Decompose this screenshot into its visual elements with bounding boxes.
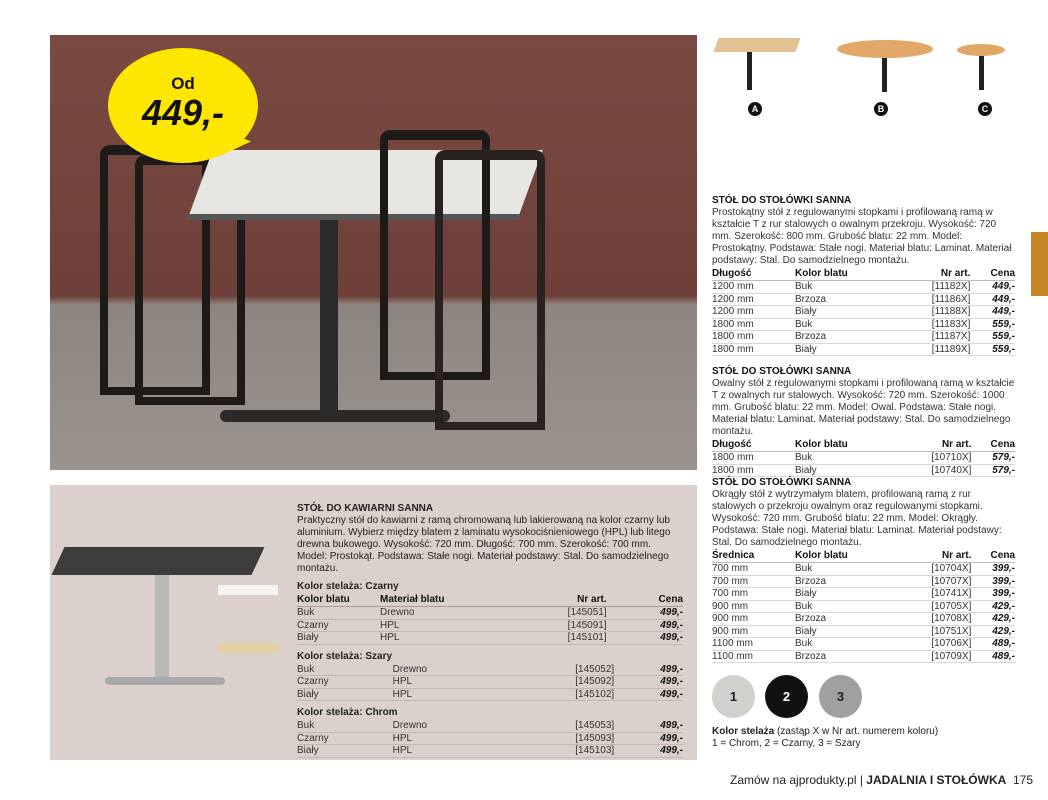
col-1: 1100 mm bbox=[712, 638, 795, 651]
col-2: Brzoza bbox=[795, 575, 900, 588]
col-1: Biały bbox=[297, 688, 393, 701]
column-header: Nr art. bbox=[900, 268, 970, 281]
article-number: [10751X] bbox=[900, 625, 971, 638]
price: 559,- bbox=[970, 343, 1015, 356]
label-c: C bbox=[978, 102, 992, 116]
col-2: Brzoza bbox=[795, 331, 900, 344]
legend-title: Kolor stelaża bbox=[712, 726, 775, 737]
article-number: [11186X] bbox=[900, 293, 970, 306]
article-number: [10705X] bbox=[900, 600, 971, 613]
col-1: 900 mm bbox=[712, 613, 795, 626]
column-header: Materiał blatu bbox=[380, 594, 485, 607]
price-table bbox=[297, 594, 683, 645]
table-row bbox=[712, 331, 1015, 344]
table-row bbox=[297, 732, 683, 745]
beech-top-image bbox=[218, 643, 278, 653]
table-foot bbox=[220, 410, 450, 422]
section-tab bbox=[1031, 232, 1048, 296]
section-description: Owalny stół z regulowanymi stopkami i profilowaną ramą w kształcie T z owalnych rur stalowych. Wysokość: 720 mm. Szerokość: 1000 mm. Grubość blatu: 22 mm. Model: Owal. Podstawa: Stałe nogi. Materiał blatu: Laminat. Materiał podstawy: Stal. Do samodzielnego montażu. bbox=[712, 378, 1015, 437]
table-header bbox=[712, 550, 1015, 563]
table-row bbox=[712, 281, 1015, 294]
page-footer bbox=[730, 773, 1033, 787]
price: 559,- bbox=[970, 331, 1015, 344]
promo-price: 449,- bbox=[141, 92, 225, 133]
price-table bbox=[297, 664, 683, 702]
column-header: Nr art. bbox=[900, 439, 971, 452]
price: 429,- bbox=[971, 613, 1015, 626]
article-number: [145101] bbox=[485, 632, 607, 645]
col-1: Buk bbox=[297, 607, 380, 620]
col-1: 1800 mm bbox=[712, 318, 795, 331]
article-number: [10710X] bbox=[900, 452, 971, 465]
section-description: Praktyczny stół do kawiarni z ramą chromowaną lub lakierowaną na kolor czarny lub aluminium. Wybierz między blatem z laminatu wysokociśnieniowego (HPL) lub litego drewna bukowego. Wysokość: 720 mm. Długość: 700 mm. Szerokość: 700 mm. Model: Prostokąt. Podstawa: Stałe nogi. Materiał podstawy: Stal. Do samodzielnego montażu. bbox=[297, 515, 671, 574]
col-2: Brzoza bbox=[795, 613, 900, 626]
col-1: 700 mm bbox=[712, 588, 795, 601]
article-number: [11188X] bbox=[900, 306, 970, 319]
footer-section: JADALNIA I STOŁÓWKA bbox=[866, 773, 1007, 787]
article-number: [145102] bbox=[497, 688, 615, 701]
price: 579,- bbox=[971, 452, 1015, 465]
table-row bbox=[712, 452, 1015, 465]
white-top-image bbox=[218, 585, 278, 595]
frame-color-heading: Kolor stelaża: Chrom bbox=[297, 707, 398, 718]
price: 499,- bbox=[614, 745, 683, 758]
price: 579,- bbox=[971, 464, 1015, 477]
col-1: 1800 mm bbox=[712, 343, 795, 356]
table-row bbox=[712, 306, 1015, 319]
col-1: Biały bbox=[297, 632, 380, 645]
price: 499,- bbox=[607, 632, 683, 645]
price: 429,- bbox=[971, 600, 1015, 613]
column-header: Cena bbox=[970, 268, 1015, 281]
cafe-table-leg bbox=[155, 575, 169, 680]
cafe-table-foot bbox=[105, 677, 225, 685]
section-c bbox=[712, 477, 1015, 663]
price-table bbox=[712, 439, 1015, 477]
column-header: Nr art. bbox=[900, 550, 971, 563]
table-b-image bbox=[837, 40, 933, 58]
legend-mapping: 1 = Chrom, 2 = Czarny, 3 = Szary bbox=[712, 738, 861, 749]
article-number: [11183X] bbox=[900, 318, 970, 331]
article-number: [10708X] bbox=[900, 613, 971, 626]
article-number: [10709X] bbox=[900, 650, 971, 663]
col-1: 1800 mm bbox=[712, 331, 795, 344]
col-2: Biały bbox=[795, 343, 900, 356]
col-2: Brzoza bbox=[795, 293, 900, 306]
table-row bbox=[712, 464, 1015, 477]
article-number: [145053] bbox=[497, 720, 615, 732]
cafe-table-image bbox=[51, 547, 264, 575]
col-2: HPL bbox=[393, 676, 497, 689]
col-2: Drewno bbox=[380, 607, 485, 620]
table-row bbox=[712, 650, 1015, 663]
page-number: 175 bbox=[1012, 773, 1033, 787]
price: 429,- bbox=[971, 625, 1015, 638]
frame-color-legend bbox=[712, 726, 938, 750]
col-2: HPL bbox=[393, 688, 497, 701]
section-description: Okrągły stół z wytrzymałym blatem, profilowaną ramą z rur stalowych o przekroju owalnym oraz regulowanymi stopkami. Wysokość: 720 mm. Grubość blatu: 22 mm. Model: Okrągły. Podstawa: Stałe nogi. Materiał blatu: Laminat. Materiał podstawy: Stal. Do samodzielnego montażu. bbox=[712, 489, 1002, 548]
cafe-section bbox=[297, 503, 683, 758]
col-1: 700 mm bbox=[712, 575, 795, 588]
price: 499,- bbox=[614, 732, 683, 745]
table-c-leg bbox=[979, 56, 984, 90]
section-b bbox=[712, 366, 1015, 477]
col-2: Buk bbox=[795, 281, 900, 294]
article-number: [145103] bbox=[497, 745, 615, 758]
col-2: Biały bbox=[795, 306, 900, 319]
article-number: [145092] bbox=[497, 676, 615, 689]
label-b: B bbox=[874, 102, 888, 116]
col-2: Biały bbox=[795, 588, 900, 601]
article-number: [145052] bbox=[497, 664, 615, 676]
table-row bbox=[297, 619, 683, 632]
table-row bbox=[297, 632, 683, 645]
col-1: Buk bbox=[297, 664, 393, 676]
column-header: Długość bbox=[712, 439, 795, 452]
table-a-image bbox=[713, 38, 800, 52]
table-row bbox=[297, 720, 683, 732]
swatch-1 bbox=[712, 675, 755, 718]
column-header: Cena bbox=[971, 550, 1015, 563]
price: 499,- bbox=[607, 619, 683, 632]
col-2: Buk bbox=[795, 318, 900, 331]
table-row bbox=[297, 676, 683, 689]
col-1: 900 mm bbox=[712, 625, 795, 638]
price-table bbox=[712, 268, 1015, 356]
column-header: Kolor blatu bbox=[795, 550, 900, 563]
table-a-leg bbox=[747, 52, 752, 90]
table-row bbox=[712, 613, 1015, 626]
price: 449,- bbox=[970, 306, 1015, 319]
col-2: Biały bbox=[795, 464, 900, 477]
col-2: Biały bbox=[795, 625, 900, 638]
price: 399,- bbox=[971, 588, 1015, 601]
table-row bbox=[712, 563, 1015, 576]
article-number: [11187X] bbox=[900, 331, 970, 344]
article-number: [11189X] bbox=[900, 343, 970, 356]
legend-note: (zastąp X w Nr art. numerem koloru) bbox=[774, 726, 939, 737]
col-1: 1800 mm bbox=[712, 464, 795, 477]
table-b-leg bbox=[882, 58, 887, 92]
article-number: [11182X] bbox=[900, 281, 970, 294]
col-1: 900 mm bbox=[712, 600, 795, 613]
table-header bbox=[712, 268, 1015, 281]
column-header: Cena bbox=[607, 594, 683, 607]
col-2: Drewno bbox=[393, 720, 497, 732]
column-header: Średnica bbox=[712, 550, 795, 563]
table-thumbnails bbox=[712, 35, 1022, 120]
col-2: Buk bbox=[795, 452, 900, 465]
article-number: [145091] bbox=[485, 619, 607, 632]
table-row bbox=[712, 318, 1015, 331]
price: 399,- bbox=[971, 575, 1015, 588]
table-row bbox=[297, 745, 683, 758]
col-2: Buk bbox=[795, 600, 900, 613]
swatch-2 bbox=[765, 675, 808, 718]
column-header: Kolor blatu bbox=[795, 268, 900, 281]
col-1: 1800 mm bbox=[712, 452, 795, 465]
section-title: STÓŁ DO KAWIARNI SANNA bbox=[297, 503, 434, 514]
price: 499,- bbox=[607, 607, 683, 620]
price: 489,- bbox=[971, 638, 1015, 651]
price-table bbox=[712, 550, 1015, 663]
swatch-3 bbox=[819, 675, 862, 718]
price: 489,- bbox=[971, 650, 1015, 663]
table-row bbox=[712, 343, 1015, 356]
promo-from: Od bbox=[171, 74, 195, 93]
section-title: STÓŁ DO STOŁÓWKI SANNA bbox=[712, 366, 852, 377]
col-2: HPL bbox=[380, 619, 485, 632]
table-row bbox=[297, 664, 683, 676]
promo-price-bubble bbox=[108, 48, 258, 163]
price: 499,- bbox=[614, 676, 683, 689]
swatch-number: 1 bbox=[729, 689, 738, 704]
price: 449,- bbox=[970, 281, 1015, 294]
column-header: Nr art. bbox=[485, 594, 607, 607]
label-a: A bbox=[748, 102, 762, 116]
col-2: HPL bbox=[380, 632, 485, 645]
table-row bbox=[297, 688, 683, 701]
col-2: HPL bbox=[393, 745, 497, 758]
col-2: HPL bbox=[393, 732, 497, 745]
col-2: Brzoza bbox=[795, 650, 900, 663]
table-row bbox=[712, 638, 1015, 651]
column-header: Cena bbox=[971, 439, 1015, 452]
section-description: Prostokątny stół z regulowanymi stopkami i profilowaną ramą w kształcie T z rur stalowych o owalnym przekroju. Wysokość: 720 mm. Szerokość: 800 mm. Grubość blatu: 22 mm. Model: Prostokątny. Podstawa: Stałe nogi. Materiał blatu: Laminat. Materiał podstawy: Stal. Do samodzielnego montażu. bbox=[712, 207, 1012, 266]
column-header: Kolor blatu bbox=[297, 594, 380, 607]
price: 499,- bbox=[614, 688, 683, 701]
col-1: 1200 mm bbox=[712, 281, 795, 294]
col-2: Buk bbox=[795, 638, 900, 651]
table-leg bbox=[320, 220, 338, 420]
col-1: Czarny bbox=[297, 676, 393, 689]
col-1: Czarny bbox=[297, 732, 393, 745]
article-number: [10741X] bbox=[900, 588, 971, 601]
col-1: 700 mm bbox=[712, 563, 795, 576]
section-title: STÓŁ DO STOŁÓWKI SANNA bbox=[712, 195, 852, 206]
article-number: [10740X] bbox=[900, 464, 971, 477]
table-row bbox=[297, 607, 683, 620]
section-a bbox=[712, 195, 1015, 356]
section-title: STÓŁ DO STOŁÓWKI SANNA bbox=[712, 477, 852, 488]
column-header: Kolor blatu bbox=[795, 439, 900, 452]
price: 499,- bbox=[614, 720, 683, 732]
table-c-image bbox=[957, 44, 1005, 56]
price: 449,- bbox=[970, 293, 1015, 306]
article-number: [10704X] bbox=[900, 563, 971, 576]
table-header bbox=[297, 594, 683, 607]
col-1: Czarny bbox=[297, 619, 380, 632]
price: 559,- bbox=[970, 318, 1015, 331]
table-row bbox=[712, 575, 1015, 588]
frame-color-heading: Kolor stelaża: Czarny bbox=[297, 581, 399, 592]
swatch-number: 3 bbox=[836, 689, 845, 704]
article-number: [145051] bbox=[485, 607, 607, 620]
table-row bbox=[712, 588, 1015, 601]
table-row bbox=[712, 625, 1015, 638]
table-row bbox=[712, 600, 1015, 613]
frame-color-heading: Kolor stelaża: Szary bbox=[297, 650, 393, 662]
col-1: 1200 mm bbox=[712, 306, 795, 319]
col-1: Biały bbox=[297, 745, 393, 758]
column-header: Długość bbox=[712, 268, 795, 281]
col-2: Drewno bbox=[393, 664, 497, 676]
col-2: Buk bbox=[795, 563, 900, 576]
col-1: Buk bbox=[297, 720, 393, 732]
price: 399,- bbox=[971, 563, 1015, 576]
article-number: [10706X] bbox=[900, 638, 971, 651]
swatch-number: 2 bbox=[782, 689, 791, 704]
table-row bbox=[712, 293, 1015, 306]
chair-image bbox=[435, 150, 545, 430]
col-1: 1200 mm bbox=[712, 293, 795, 306]
price: 499,- bbox=[614, 664, 683, 676]
article-number: [10707X] bbox=[900, 575, 971, 588]
price-table bbox=[297, 720, 683, 758]
footer-site[interactable]: Zamów na ajprodukty.pl | bbox=[730, 773, 867, 787]
article-number: [145093] bbox=[497, 732, 615, 745]
table-header bbox=[712, 439, 1015, 452]
col-1: 1100 mm bbox=[712, 650, 795, 663]
